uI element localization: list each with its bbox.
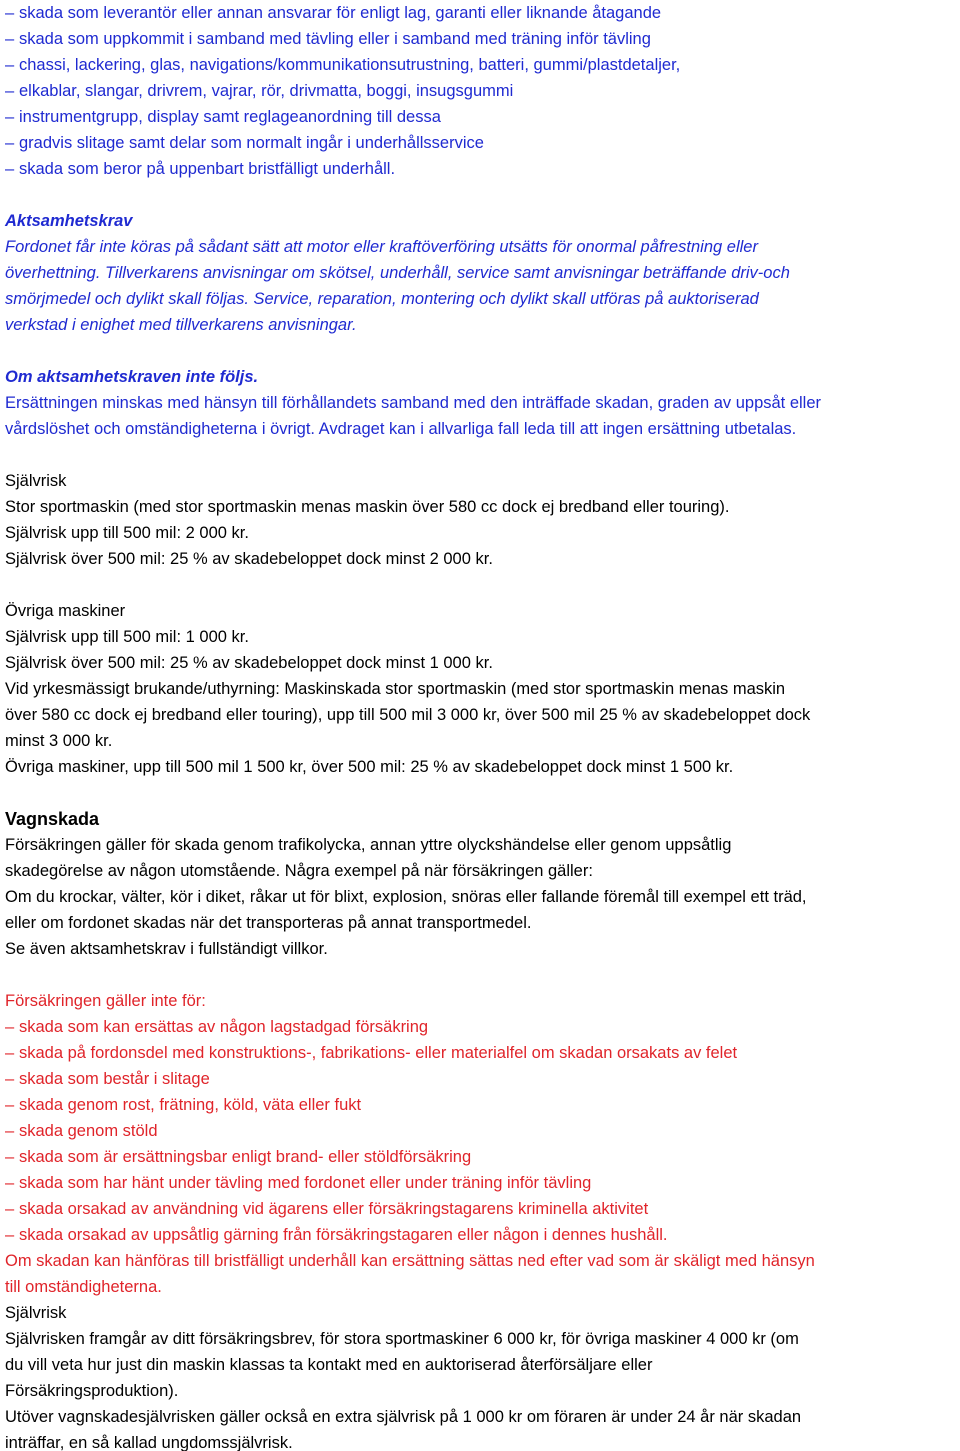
ovriga-line: Vid yrkesmässigt brukande/uthyrning: Maskinskada stor sportmaskin (med stor sportmaskin menas maskin bbox=[5, 680, 786, 698]
list-item: – chassi, lackering, glas, navigations/kommunikationsutrustning, batteri, gummi/plastdetaljer, bbox=[5, 52, 955, 78]
list-item: – instrumentgrupp, display samt reglageanordning till dessa bbox=[5, 104, 955, 130]
sjalvrisk-line: Självrisk över 500 mil: 25 % av skadebeloppet dock minst 2 000 kr. bbox=[5, 550, 493, 568]
list-item: – skada orsakad av användning vid ägarens eller försäkringstagarens kriminella aktivitet bbox=[5, 1196, 955, 1222]
dash-bullet: – bbox=[5, 1148, 15, 1166]
om-aktsamhet-line: vårdslöshet och omständigheterna i övrigt. Avdraget kan i allvarliga fall leda till att ingen ersättning utbetalas. bbox=[5, 420, 797, 438]
inte-for-heading: Försäkringen gäller inte för: bbox=[5, 992, 206, 1010]
dash-bullet: – bbox=[5, 1200, 15, 1218]
list-item: – skada som är ersättningsbar enligt brand- eller stöldförsäkring bbox=[5, 1144, 955, 1170]
dash-bullet: – bbox=[5, 134, 15, 152]
vagnskada-heading: Vagnskada bbox=[5, 809, 100, 829]
aktsamhet-heading: Aktsamhetskrav bbox=[5, 212, 133, 230]
dash-bullet: – bbox=[5, 1226, 15, 1244]
exclusion-list-top bbox=[5, 0, 955, 182]
vagnskada-line: skadegörelse av någon utomstående. Några exempel på när försäkringen gäller: bbox=[5, 862, 593, 880]
dash-bullet: – bbox=[5, 1174, 15, 1192]
list-item: – skada genom stöld bbox=[5, 1118, 955, 1144]
dash-bullet: – bbox=[5, 56, 15, 74]
list-item: – skada som kan ersättas av någon lagstadgad försäkring bbox=[5, 1014, 955, 1040]
om-aktsamhet-heading: Om aktsamhetskraven inte följs. bbox=[5, 368, 259, 386]
exclusion-list-vagnskada bbox=[5, 1014, 955, 1248]
inte-for-note-line: till omständigheterna. bbox=[5, 1278, 162, 1296]
list-item: – skada på fordonsdel med konstruktions-, fabrikations- eller materialfel om skadan orsakats av felet bbox=[5, 1040, 955, 1066]
dash-bullet: – bbox=[5, 160, 15, 178]
inte-for-note-line: Om skadan kan hänföras till bristfälligt underhåll kan ersättning sättas ned efter vad som är skäligt med hänsyn bbox=[5, 1252, 815, 1270]
list-item: – skada som består i slitage bbox=[5, 1066, 955, 1092]
list-item: – skada som beror på uppenbart bristfälligt underhåll. bbox=[5, 156, 955, 182]
ovriga-line: Självrisk över 500 mil: 25 % av skadebeloppet dock minst 1 000 kr. bbox=[5, 654, 493, 672]
list-item: – elkablar, slangar, drivrem, vajrar, rör, drivmatta, boggi, insugsgummi bbox=[5, 78, 955, 104]
vagnskada-line: Se även aktsamhetskrav i fullständigt villkor. bbox=[5, 940, 328, 958]
dash-bullet: – bbox=[5, 30, 15, 48]
dash-bullet: – bbox=[5, 82, 15, 100]
aktsamhet-line: överhettning. Tillverkarens anvisningar om skötsel, underhåll, service samt anvisningar beträffande driv-och bbox=[5, 264, 790, 282]
ovriga-line: över 580 cc dock ej bredband eller touring), upp till 500 mil 3 000 kr, över 500 mil 25 % av skadebeloppet dock bbox=[5, 706, 811, 724]
list-item: – skada genom rost, frätning, köld, väta eller fukt bbox=[5, 1092, 955, 1118]
list-item: – skada som uppkommit i samband med tävling eller i samband med träning inför tävling bbox=[5, 26, 955, 52]
dash-bullet: – bbox=[5, 4, 15, 22]
dash-bullet: – bbox=[5, 108, 15, 126]
aktsamhet-line: Fordonet får inte köras på sådant sätt att motor eller kraftöverföring utsätts för onormal påfrestning eller bbox=[5, 238, 758, 256]
list-item: – skada som har hänt under tävling med fordonet eller under träning inför tävling bbox=[5, 1170, 955, 1196]
dash-bullet: – bbox=[5, 1044, 15, 1062]
ovriga-line: Övriga maskiner, upp till 500 mil 1 500 kr, över 500 mil: 25 % av skadebeloppet dock minst 1 500 kr. bbox=[5, 758, 734, 776]
sjalvrisk-line: Självrisk upp till 500 mil: 2 000 kr. bbox=[5, 524, 249, 542]
sjalvrisk2-line: Utöver vagnskadesjälvrisken gäller också en extra självrisk på 1 000 kr om föraren är under 24 år när skadan bbox=[5, 1408, 802, 1426]
sjalvrisk2-heading: Självrisk bbox=[5, 1304, 67, 1322]
aktsamhet-line: verkstad i enighet med tillverkarens anvisningar. bbox=[5, 316, 357, 334]
sjalvrisk2-line: Försäkringsproduktion). bbox=[5, 1382, 179, 1400]
dash-bullet: – bbox=[5, 1096, 15, 1114]
dash-bullet: – bbox=[5, 1018, 15, 1036]
vagnskada-line: eller om fordonet skadas när det transporteras på annat transportmedel. bbox=[5, 914, 532, 932]
list-item: – gradvis slitage samt delar som normalt ingår i underhållsservice bbox=[5, 130, 955, 156]
sjalvrisk2-line: Självrisken framgår av ditt försäkringsbrev, för stora sportmaskiner 6 000 kr, för övriga maskiner 4 000 kr (om bbox=[5, 1330, 799, 1348]
sjalvrisk-line: Stor sportmaskin (med stor sportmaskin menas maskin över 580 cc dock ej bredband eller touring). bbox=[5, 498, 730, 516]
vagnskada-line: Försäkringen gäller för skada genom trafikolycka, annan yttre olyckshändelse eller genom uppsåtlig bbox=[5, 836, 732, 854]
ovriga-line: minst 3 000 kr. bbox=[5, 732, 113, 750]
om-aktsamhet-line: Ersättningen minskas med hänsyn till förhållandets samband med den inträffade skadan, graden av uppsåt eller bbox=[5, 394, 822, 412]
dash-bullet: – bbox=[5, 1122, 15, 1140]
sjalvrisk2-line: du vill veta hur just din maskin klassas ta kontakt med en auktoriserad återförsäljare eller bbox=[5, 1356, 653, 1374]
ovriga-line: Självrisk upp till 500 mil: 1 000 kr. bbox=[5, 628, 249, 646]
sjalvrisk2-line: inträffar, en så kallad ungdomssjälvrisk. bbox=[5, 1434, 293, 1451]
list-item: – skada som leverantör eller annan ansvarar för enligt lag, garanti eller liknande åtagande bbox=[5, 0, 955, 26]
vagnskada-line: Om du krockar, välter, kör i diket, råkar ut för blixt, explosion, snöras eller fallande föremål till exempel ett träd, bbox=[5, 888, 807, 906]
list-item: – skada orsakad av uppsåtlig gärning från försäkringstagaren eller någon i dennes hushåll. bbox=[5, 1222, 955, 1248]
ovriga-heading: Övriga maskiner bbox=[5, 602, 126, 620]
aktsamhet-line: smörjmedel och dylikt skall följas. Service, reparation, montering och dylikt skall utföras på auktoriserad bbox=[5, 290, 759, 308]
dash-bullet: – bbox=[5, 1070, 15, 1088]
sjalvrisk-heading: Självrisk bbox=[5, 472, 67, 490]
